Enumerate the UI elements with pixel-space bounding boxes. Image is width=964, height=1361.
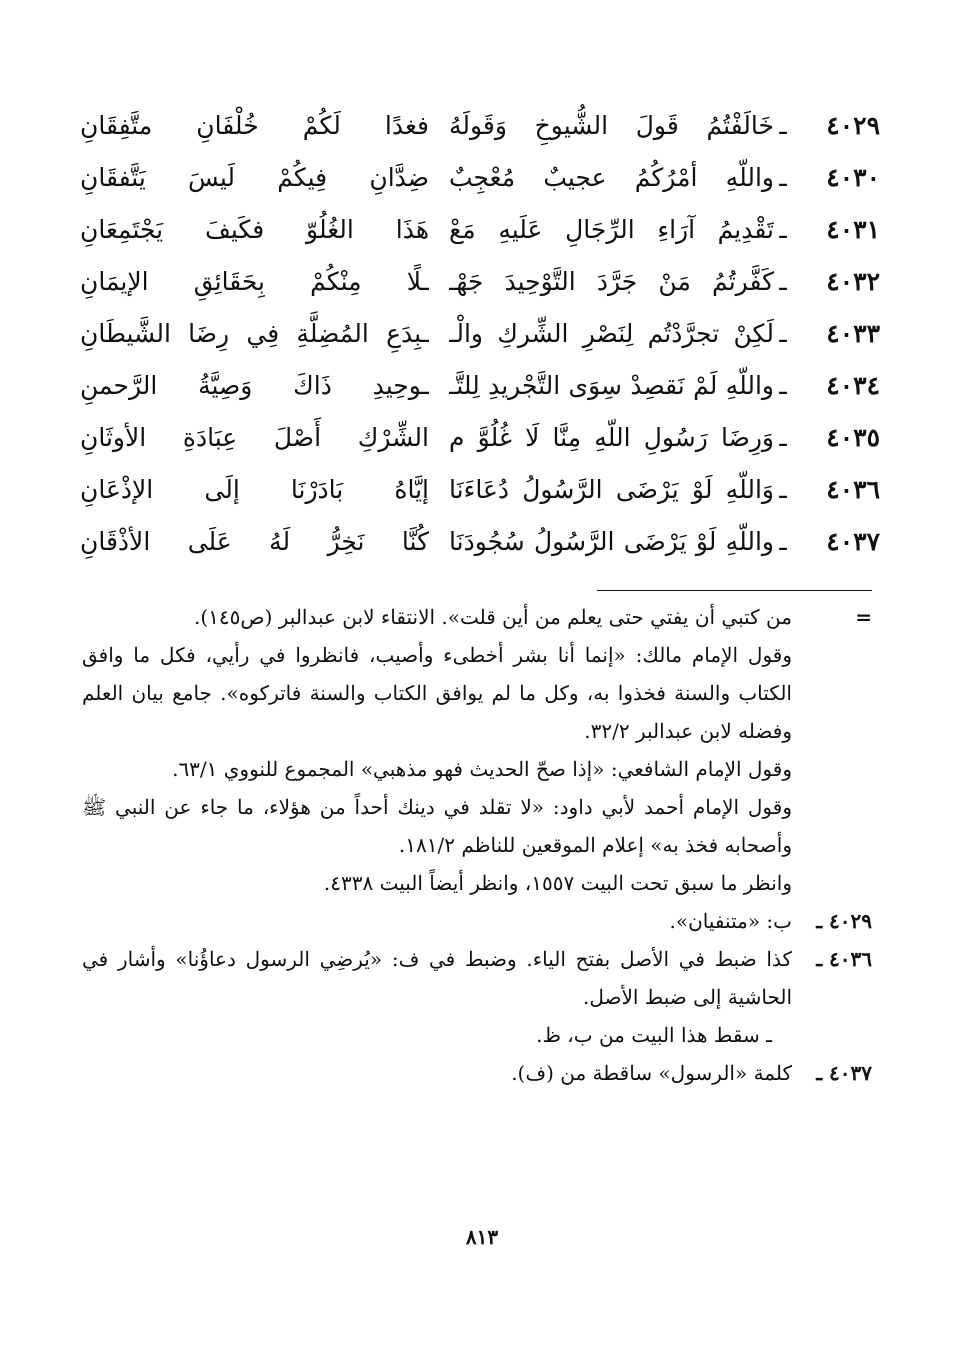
verse-first-hemistich: لَكِنْ تجرَّدْتُم لِنَصْرِ الشِّركِ والْـ <box>449 319 774 348</box>
footnote-paragraph: وقول الإمام أحمد لأبي داود: «لا تقلد في دينك أحداً من هؤلاء، ما جاء عن النبي ﷺ وأصحابه فخذ به» إعلام الموقعين للناظم ١٨١/٢. <box>82 795 792 857</box>
verse-row <box>80 308 880 360</box>
verse-row <box>80 100 880 152</box>
verse-second-hemistich: ـوحِيدِ ذَاكَ وَصِيَّةُ الرَّحمنِ <box>80 371 429 400</box>
verse-second-hemistich: هَذَا الغُلُوّ فكَيفَ يَجْتَمِعَانِ <box>80 215 429 244</box>
footnote-paragraph: وانظر ما سبق تحت البيت ١٥٥٧، وانظر أيضاً البيت ٤٣٣٨. <box>323 871 792 895</box>
footnote-text: من كتبي أن يفتي حتى يعلم من أين قلت». الانتقاء لابن عبدالبر (ص١٤٥). <box>194 605 792 629</box>
verse-second-hemistich: كُنَّا نَخِرُّ لَهُ عَلَى الأذْقَانِ <box>80 527 429 556</box>
footnote-separator <box>597 590 872 591</box>
verse-row <box>80 360 880 412</box>
verse-first-hemistich: وَرِضَا رَسُولِ اللّهِ مِنَّا لَا غُلُوَّ م <box>449 423 774 452</box>
footnote-indented: ـ سقط هذا البيت من ب، ظ. <box>536 1023 772 1047</box>
verse-row <box>80 256 880 308</box>
verse-dash: ـ <box>779 371 787 400</box>
verse-number: ٤٠٣٢ <box>826 267 880 296</box>
page-number: ٨١٣ <box>465 1225 499 1249</box>
footnote-verse-4029 <box>82 902 872 940</box>
footnote-mark: ٤٠٣٧ ـ <box>816 1061 872 1085</box>
verse-row <box>80 204 880 256</box>
footnote-text: كذا ضبط في الأصل بفتح الياء. وضبط في ف: «يُرضِي الرسول دعاؤُنا» وأشار في الحاشية إلى ضبط الأصل. <box>82 947 792 1009</box>
verse-second-hemistich: ضِدَّانِ فِيكُمْ لَيسَ يَتَّفقَانِ <box>80 163 429 192</box>
verse-second-hemistich: ـبِدَعِ المُضِلَّةِ فِي رِضَا الشَّيطَانِ <box>80 319 429 348</box>
poem-verses <box>80 100 880 568</box>
verse-dash: ـ <box>779 267 787 296</box>
footnote-text: ب: «متنفيان». <box>669 909 792 933</box>
verse-dash: ـ <box>779 111 787 140</box>
verse-dash: ـ <box>779 163 787 192</box>
verse-first-hemistich: تَقْدِيمُ آرَاءِ الرِّجَالِ عَلَيهِ مَعْ <box>449 215 774 244</box>
verse-dash: ـ <box>779 319 787 348</box>
verse-second-hemistich: إيَّاهُ بَادَرْنَا إلَى الإذْعَانِ <box>80 475 429 504</box>
verse-row <box>80 412 880 464</box>
verse-dash: ـ <box>779 475 787 504</box>
footnote-verse-4037 <box>82 1054 872 1092</box>
footnote-text: كلمة «الرسول» ساقطة من (ف). <box>511 1061 792 1085</box>
verse-row <box>80 152 880 204</box>
verse-number: ٤٠٣٠ <box>826 163 880 192</box>
verse-row <box>80 516 880 568</box>
footnote-mark: ٤٠٣٦ ـ <box>816 947 872 971</box>
verse-number: ٤٠٣٤ <box>826 371 880 400</box>
verse-number: ٤٠٣٦ <box>826 475 880 504</box>
verse-number: ٤٠٣٧ <box>826 527 880 556</box>
verse-row <box>80 464 880 516</box>
verse-first-hemistich: كَفَّرتُمُ مَنْ جَرَّدَ التَّوْحِيدَ جَهْـ <box>449 267 774 296</box>
verse-first-hemistich: خَالَفْتُمُ قَولَ الشُّيوخِ وَقَولَهُ <box>449 111 774 140</box>
footnote-paragraph: وقول الإمام مالك: «إنما أنا بشر أخطىء وأصيب، فانظروا في رأيي، فكل ما وافق الكتاب والسنة فخذوا به، وكل ما لم يوافق الكتاب والسنة فاتركوه». جامع بيان العلم وفضله لابن عبدالبر ٣٢/٢. <box>82 643 792 743</box>
verse-first-hemistich: واللّهِ لَوْ يَرْضَى الرَّسُولُ سُجُودَنَا <box>449 527 774 556</box>
continuation-mark: = <box>855 605 872 629</box>
verse-number: ٤٠٣١ <box>826 215 880 244</box>
verse-second-hemistich: فغدًا لَكُمْ خُلْفَانِ متَّفِقَانِ <box>80 111 429 140</box>
footnote-mark: ٤٠٢٩ ـ <box>816 909 872 933</box>
verse-dash: ـ <box>779 527 787 556</box>
verse-number: ٤٠٣٥ <box>826 423 880 452</box>
footnote-paragraph: وقول الإمام الشافعي: «إذا صحّ الحديث فهو مذهبي» المجموع للنووي ٦٣/١. <box>172 757 792 781</box>
verse-number: ٤٠٢٩ <box>826 111 880 140</box>
footnotes <box>82 598 872 1092</box>
verse-number: ٤٠٣٣ <box>826 319 880 348</box>
verse-second-hemistich: الشِّرْكِ أَصْلَ عِبَادَةِ الأوثَانِ <box>80 423 429 452</box>
footnote-verse-4036 <box>82 940 872 1016</box>
footnote-continuation <box>82 598 872 636</box>
verse-first-hemistich: واللّهِ لَمْ نَقصِدْ سِوَى التَّجْريدِ لِلتَّـ <box>449 371 774 400</box>
verse-second-hemistich: ـلًا مِنْكُمْ بِحَقَائِقِ الإيمَانِ <box>80 267 429 296</box>
verse-first-hemistich: وَاللّهِ لَوْ يَرْضَى الرَّسُولُ دُعَاءَنَا <box>449 475 774 504</box>
verse-dash: ـ <box>779 423 787 452</box>
verse-first-hemistich: واللّهِ أمْرُكُمُ عجيبٌ مُعْجِبٌ <box>449 163 774 192</box>
verse-dash: ـ <box>779 215 787 244</box>
